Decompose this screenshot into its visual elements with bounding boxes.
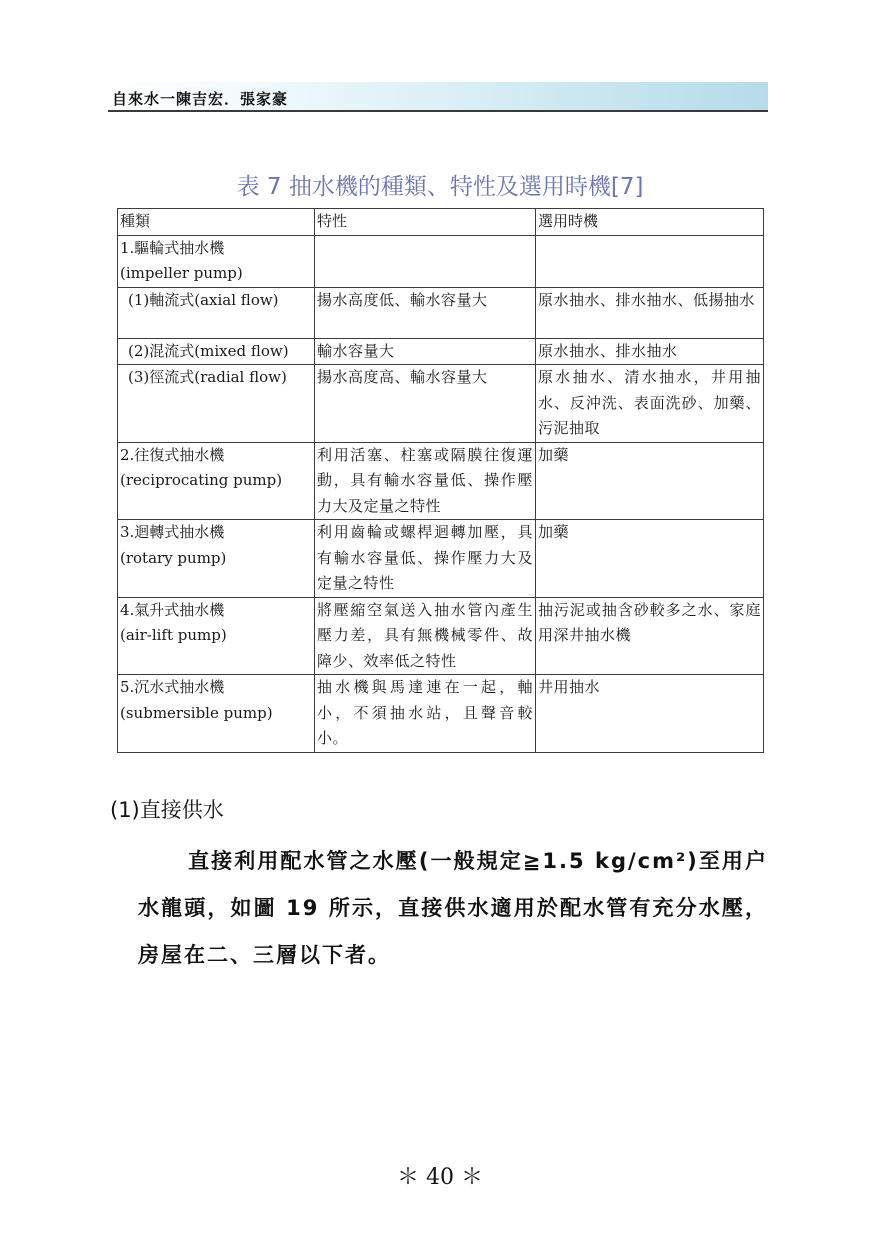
pump-subtype-name: (3)徑流式(radial flow) <box>128 368 287 386</box>
pump-type-cell <box>118 365 315 443</box>
usage-cell: 加藥 <box>536 442 764 520</box>
usage-cell: 原水抽水、排水抽水 <box>536 338 764 365</box>
pump-type-name: 1.驅輪式抽水機 (impeller pump) <box>120 238 243 282</box>
table-row <box>118 520 764 598</box>
feature-cell <box>315 235 536 287</box>
table-row <box>118 235 764 287</box>
table-row <box>118 597 764 675</box>
pump-type-cell <box>118 675 315 753</box>
usage-cell: 原水抽水、清水抽水，井用抽水、反沖洗、表面洗砂、加藥、污泥抽取 <box>536 365 764 443</box>
pump-subtype-name: (1)軸流式(axial flow) <box>128 290 279 309</box>
usage-cell: 原水抽水、排水抽水、低揚抽水 <box>536 287 764 338</box>
pump-type-cell <box>118 235 315 287</box>
table-row <box>118 675 764 753</box>
pump-type-cell <box>118 287 315 338</box>
pump-type-cell <box>118 442 315 520</box>
feature-cell: 利用活塞、柱塞或隔膜往復運動，具有輸水容量低、操作壓力大及定量之特性 <box>315 442 536 520</box>
feature-cell: 抽水機與馬達連在一起，軸小，不須抽水站，且聲音較小。 <box>315 675 536 753</box>
feature-cell: 揚水高度高、輸水容量大 <box>315 365 536 443</box>
pump-type-name: 5.沉水式抽水機 (submersible pump) <box>120 678 273 722</box>
table-row <box>118 365 764 443</box>
pump-type-name: 3.迴轉式抽水機 (rotary pump) <box>120 523 227 567</box>
feature-cell: 揚水高度低、輸水容量大 <box>315 287 536 338</box>
usage-cell: 井用抽水 <box>536 675 764 753</box>
column-header: 特性 <box>315 209 536 236</box>
table-row <box>118 287 764 338</box>
pump-type-name: 2.往復式抽水機 (reciprocating pump) <box>120 445 283 489</box>
running-title: 自來水一陳吉宏．張家豪 <box>112 90 289 108</box>
pump-type-name: 4.氣升式抽水機 (air-lift pump) <box>120 600 227 644</box>
usage-cell: 抽污泥或抽含砂較多之水、家庭用深井抽水機 <box>536 597 764 675</box>
section-heading: (1)直接供水 <box>110 798 224 822</box>
paragraph-text: 直接利用配水管之水壓(一般規定≧1.5 kg/cm²)至用户水龍頭，如圖 19 所示，直接供水適用於配水管有充分水壓，房屋在二、三層以下者。 <box>138 849 768 967</box>
table-row <box>118 442 764 520</box>
pump-type-cell <box>118 520 315 598</box>
table-row <box>118 338 764 365</box>
column-header: 選用時機 <box>536 209 764 236</box>
body-paragraph <box>138 838 768 979</box>
pump-type-cell <box>118 597 315 675</box>
page-number: ＊ 40 ＊ <box>397 1165 483 1190</box>
pump-subtype-name: (2)混流式(mixed flow) <box>128 341 289 360</box>
pump-table <box>117 208 764 753</box>
feature-cell: 利用齒輪或螺桿迴轉加壓，具有輸水容量低、操作壓力大及定量之特性 <box>315 520 536 598</box>
table-title: 表 7 抽水機的種類、特性及選用時機[7] <box>236 174 644 200</box>
usage-cell: 加藥 <box>536 520 764 598</box>
column-header: 種類 <box>118 209 315 236</box>
feature-cell: 輸水容量大 <box>315 338 536 365</box>
table-header-row <box>118 209 764 236</box>
pump-type-cell <box>118 338 315 365</box>
feature-cell: 將壓縮空氣送入抽水管內產生壓力差，具有無機械零件、故障少、效率低之特性 <box>315 597 536 675</box>
usage-cell <box>536 235 764 287</box>
